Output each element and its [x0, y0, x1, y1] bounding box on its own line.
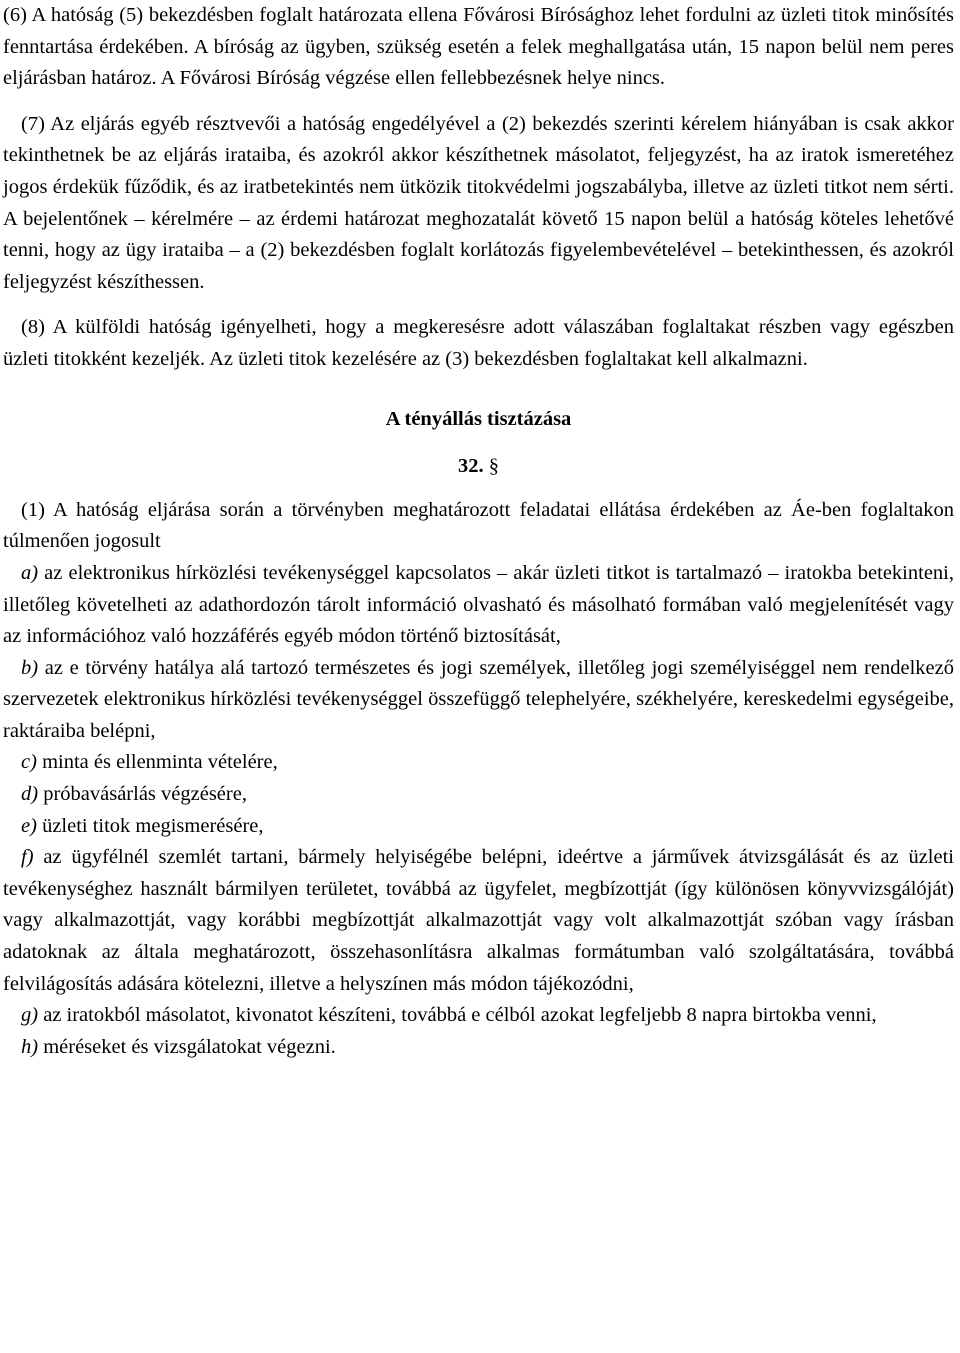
list-item-letter: d) — [21, 783, 39, 806]
list-item-text: próbavásárlás végzésére, — [38, 783, 247, 806]
list-item-letter: f) — [21, 846, 34, 869]
paragraph-6: (6) A hatóság (5) bekezdésben foglalt határozata ellena Fővárosi Bírósághoz lehet fordulni az üzleti titok minősítés fenntartása érdekében. A bíróság az ügyben, szükség esetén a felek meghallgatása után, 15 napon belül nem peres eljárásban határoz. A Fővárosi Bíróság végzése ellen fellebbezésnek helye nincs. — [3, 4, 954, 90]
list-item-a — [3, 558, 954, 653]
list-item-letter: h) — [21, 1035, 39, 1058]
paragraph-1-intro: (1) A hatóság eljárása során a törvényben meghatározott feladatai ellátása érdekében az Áe-ben foglaltakon túlmenően jogosult — [3, 498, 954, 553]
list-item-letter: a) — [21, 561, 39, 584]
list-item-text: méréseket és vizsgálatokat végezni. — [38, 1035, 336, 1058]
list-item-h — [3, 1032, 954, 1064]
list-item-c — [3, 747, 954, 779]
list-item-text: az e törvény hatálya alá tartozó természetes és jogi személyek, illetőleg jogi személyiséggel nem rendelkező szervezetek elektronikus hírközlési tevékenységgel összefüggő telephelyére, székhelyére, kereskedelmi egységeibe, raktáraiba belépni, — [3, 656, 954, 742]
section-symbol: § — [488, 455, 499, 478]
list-item-f — [3, 842, 954, 1000]
section-number-value: 32. — [458, 455, 484, 478]
section-number — [3, 451, 954, 483]
paragraph-8: (8) A külföldi hatóság igényelheti, hogy a megkeresésre adott válaszában foglaltakat részben vagy egészben üzleti titokként kezeljék. Az üzleti titok kezelésére az (3) bekezdésben foglaltakat kell alkalmazni. — [3, 316, 954, 370]
list-item-text: minta és ellenminta vételére, — [36, 751, 278, 774]
list-item-e — [3, 811, 954, 843]
section-title: A tényállás tisztázása — [385, 407, 572, 430]
list-item-letter: c) — [21, 751, 37, 774]
list-item-text: az ügyfélnél szemlét tartani, bármely helyiségébe belépni, ideértve a járművek átvizsgálását és az üzleti tevékenységhez használt bármilyen területet, továbbá az ügyfelet, megbízottját (így különösen könyvvizsgálóját) vagy alkalmazottját, vagy korábbi megbízottját alkalmazottját vagy volt alkalmazottját szóban vagy írásban adatoknak az általa meghatározott, összehasonlításra alkalmas formátumban való szolgáltatására, továbbá felvilágosítás adására kötelezni, illetve a helyszínen más módon tájékozódni, — [3, 846, 954, 995]
list-item-g — [3, 1000, 954, 1032]
list-item-letter: e) — [21, 814, 37, 837]
list-item-letter: b) — [21, 656, 39, 679]
list-item-b — [3, 653, 954, 748]
paragraph-7: (7) Az eljárás egyéb résztvevői a hatóság engedélyével a (2) bekezdés szerinti kérelem hiányában is csak akkor tekinthetnek be az eljárás irataiba, és azokról akkor készíthetnek másolatot, feljegyzést, ha az iratok ismeretéhez jogos érdekük fűződik, és az iratbetekintés nem ütközik titokvédelmi jogszabályba, illetve az üzleti titkot nem sérti. A bejelentőnek – kérelmére – az érdemi határozat meghozatalát követő 15 napon belül a hatóság köteles lehetővé tenni, hogy az ügy irataiba – a (2) bekezdésben foglalt korlátozás figyelembevételével – betekinthessen, és azokról feljegyzést készíthessen. — [3, 112, 954, 293]
list-item-text: üzleti titok megismerésére, — [36, 814, 264, 837]
list-item-text: az elektronikus hírközlési tevékenységgel kapcsolatos – akár üzleti titkot is tartalmazó – iratokba betekinteni, illetőleg követelheti az adathordozón tárolt információ olvasható és másolható formában való megjelenítését vagy az információhoz való hozzáférés egyéb módon történő biztosítását, — [3, 561, 954, 648]
list-item-text: az iratokból másolatot, kivonatot készíteni, továbbá e célból azokat legfeljebb 8 napra birtokba venni, — [38, 1004, 877, 1027]
list-item-d — [3, 779, 954, 811]
list-item-letter: g) — [21, 1004, 39, 1027]
